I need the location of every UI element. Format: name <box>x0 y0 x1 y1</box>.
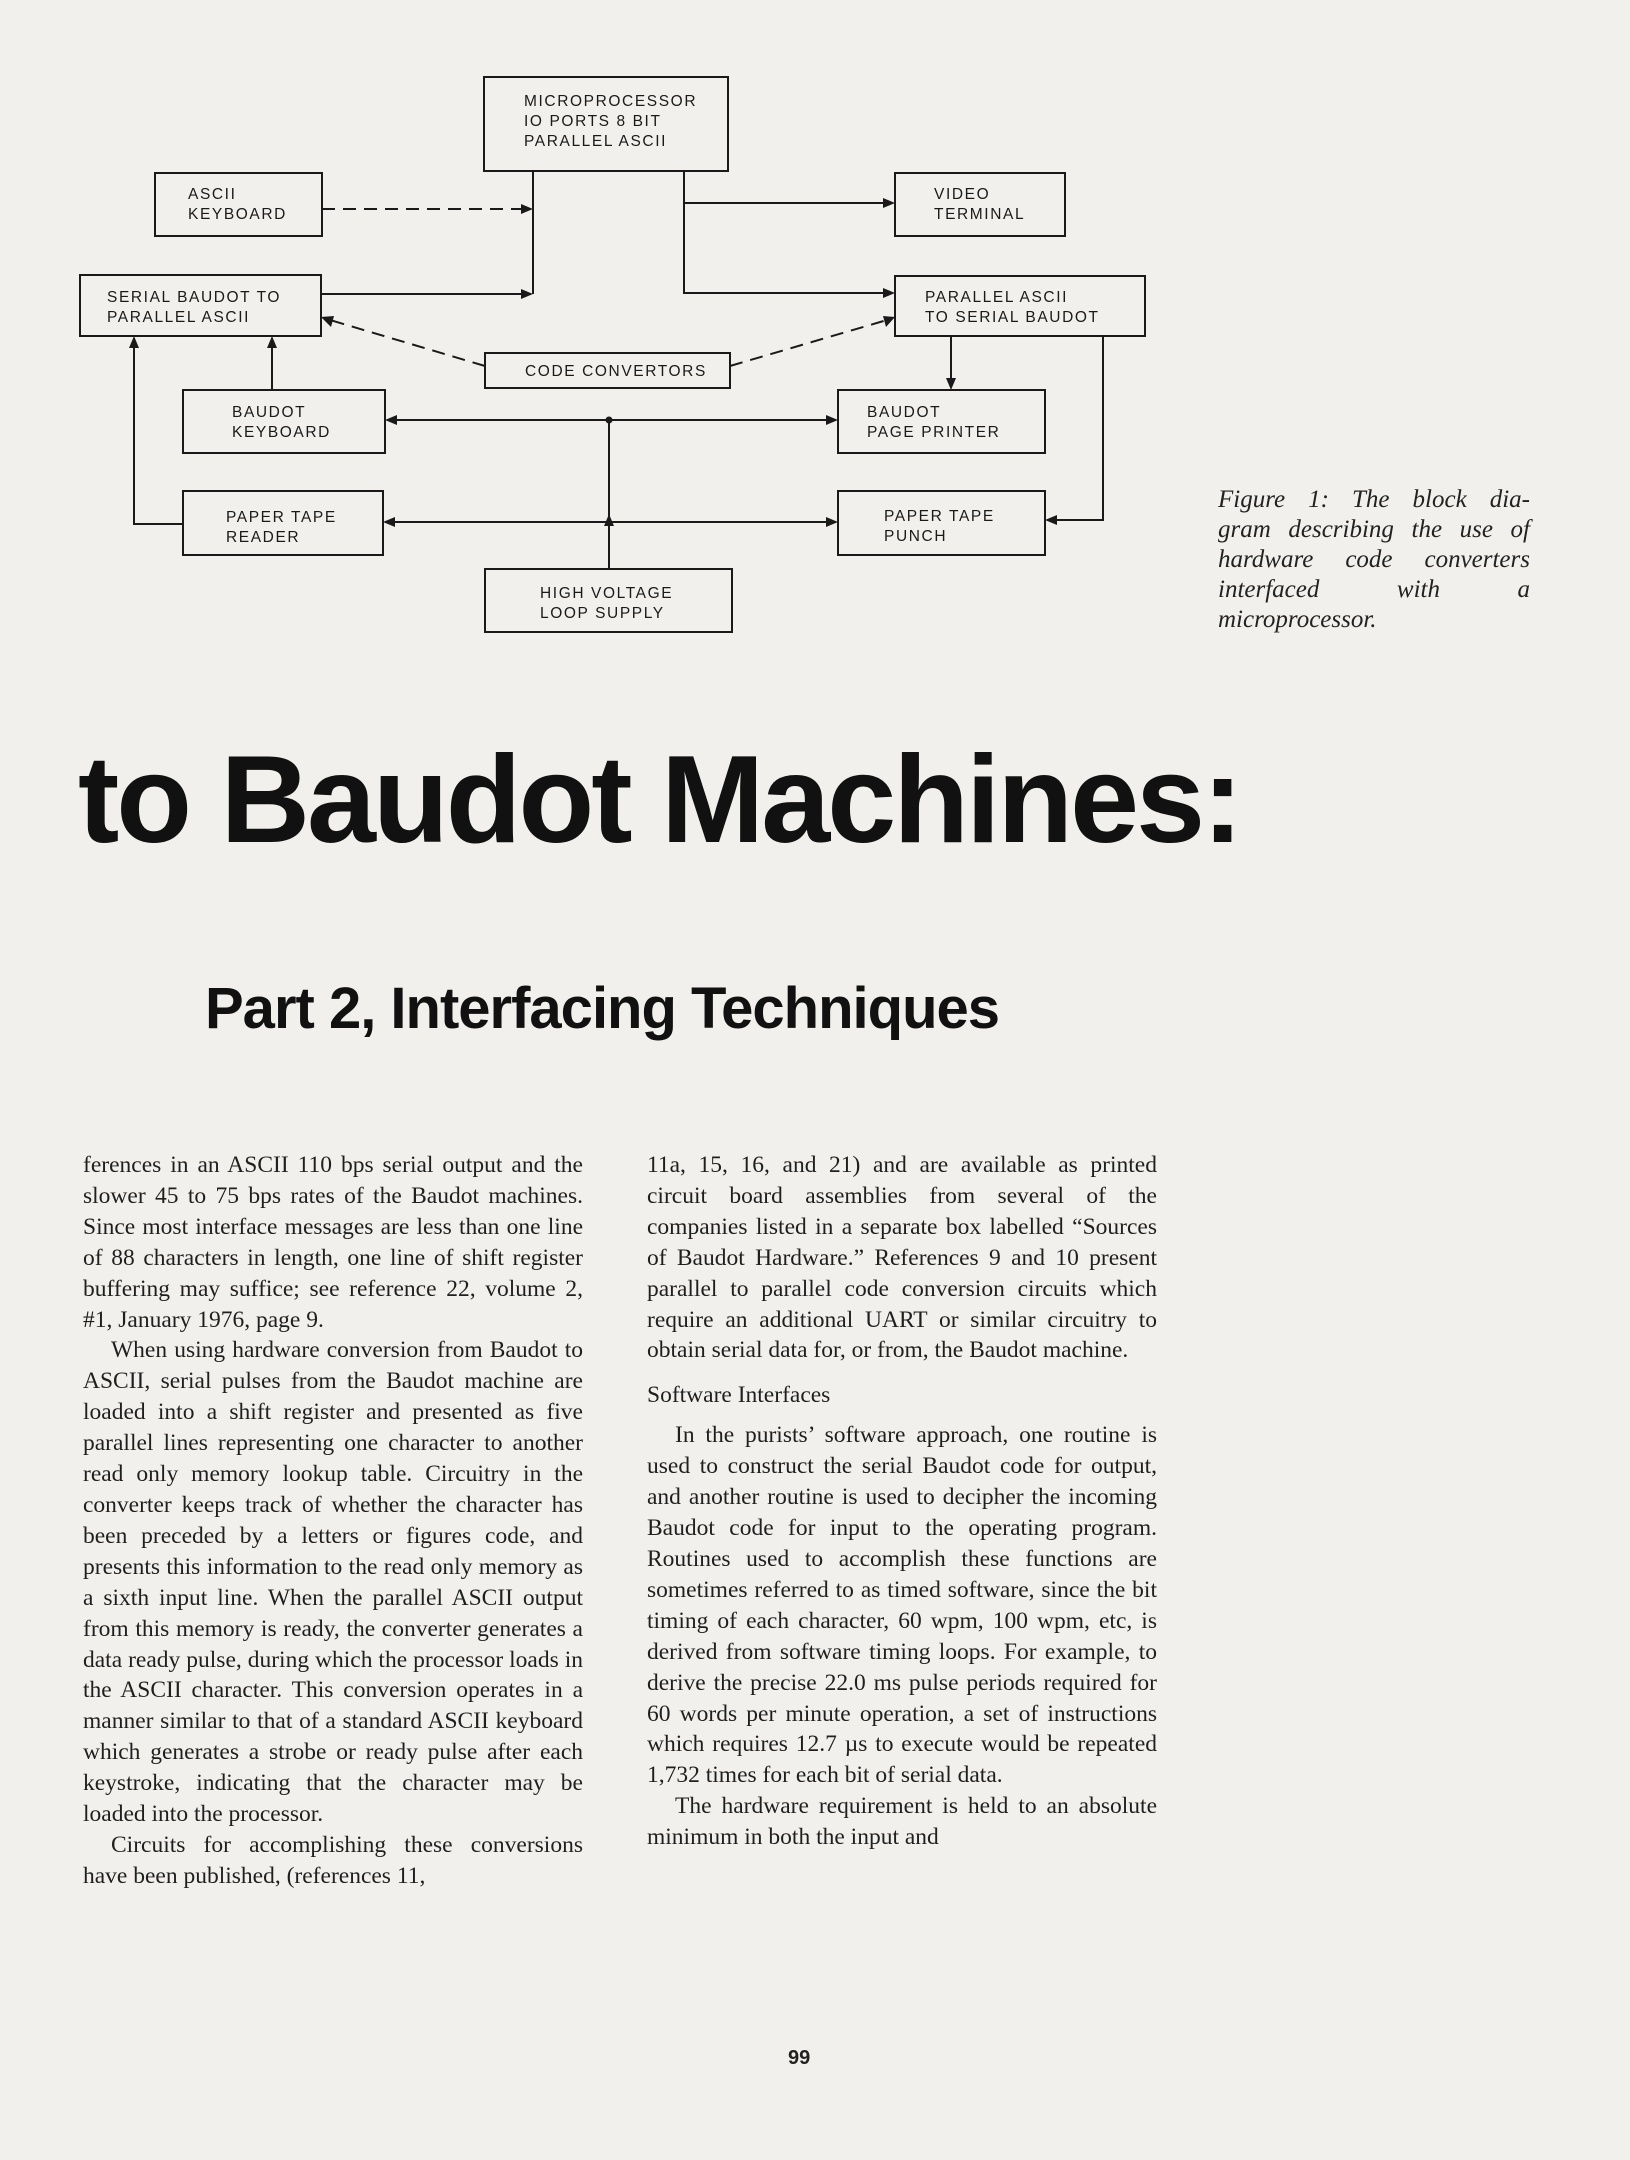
page-number: 99 <box>788 2047 811 2069</box>
block-paper-tape-punch <box>838 491 1045 555</box>
svg-text:BAUDOT: BAUDOT <box>232 404 307 421</box>
svg-text:TO SERIAL BAUDOT: TO SERIAL BAUDOT <box>925 309 1100 326</box>
block-microprocessor <box>484 77 728 171</box>
svg-text:PAPER TAPE: PAPER TAPE <box>226 509 337 526</box>
block-high-voltage-loop-supply <box>485 569 732 632</box>
svg-text:PUNCH: PUNCH <box>884 528 948 545</box>
svg-text:KEYBOARD: KEYBOARD <box>232 424 331 441</box>
paragraph: When using hardware conversion from Baudot to ASCII, serial pulses from the Baudot machine are loaded into a shift register and presented as five parallel lines representing one character to another read only memory lookup table. Circuitry in the converter keeps track of whether the character has been preceded by a letters or figures code, and presents this information to the read only memory as a sixth input line. When the parallel ASCII output from this memory is ready, the converter generates a data ready pulse, during which the processor loads in the ASCII character. This conversion operates in a manner similar to that of a standard ASCII keyboard which generates a strobe or ready pulse after each keystroke, indicating that the character may be loaded into the processor. <box>83 1337 583 1828</box>
svg-text:VIDEO: VIDEO <box>934 186 991 203</box>
block-baudot-page-printer <box>838 390 1045 453</box>
svg-text:PARALLEL ASCII: PARALLEL ASCII <box>107 309 251 326</box>
svg-text:HIGH VOLTAGE: HIGH VOLTAGE <box>540 585 674 602</box>
svg-text:IO PORTS 8 BIT: IO PORTS 8 BIT <box>524 113 662 130</box>
block-code-convertors <box>485 353 730 388</box>
svg-text:PAGE PRINTER: PAGE PRINTER <box>867 424 1001 441</box>
article-title: to Baudot Machines: <box>78 731 1241 869</box>
paragraph: ferences in an ASCII 110 bps serial output and the slower 45 to 75 bps rates of the Baudot machines. Since most interface messages are less than one line of 88 characters in length, one line of shift register buffering may suffice; see reference 22, volume 2, #1, January 1976, page 9. <box>83 1152 583 1333</box>
paragraph: Circuits for accomplishing these conversions have been published, (references 11, <box>83 1831 583 1889</box>
left-text-column <box>83 1150 583 1892</box>
block-ascii-keyboard <box>155 173 322 236</box>
svg-text:LOOP SUPPLY: LOOP SUPPLY <box>540 605 665 622</box>
article-subtitle: Part 2, Interfacing Techniques <box>205 976 1000 1041</box>
svg-text:PARALLEL ASCII: PARALLEL ASCII <box>925 289 1069 306</box>
figure-caption: Figure 1: The block dia- gram describing the use of hardware code converters interfaced with a microprocessor. <box>1218 486 1530 633</box>
svg-text:PAPER TAPE: PAPER TAPE <box>884 508 995 525</box>
paragraph: In the purists’ software approach, one routine is used to construct the serial Baudot code for output, and another routine is used to decipher the incoming Baudot code for input to the operating program. Routines used to accomplish these functions are sometimes referred to as timed software, since the bit timing of each character, 60 wpm, 100 wpm, etc, is derived from software timing loops. For example, to derive the precise 22.0 ms pulse periods required for 60 words per minute operation, a set of instructions which requires 12.7 µs to execute would be repeated 1,732 times for each bit of serial data. <box>647 1422 1157 1789</box>
block-baudot-keyboard <box>183 390 385 453</box>
svg-text:PARALLEL ASCII: PARALLEL ASCII <box>524 133 668 150</box>
block-paper-tape-reader <box>183 491 383 555</box>
svg-text:CODE CONVERTORS: CODE CONVERTORS <box>525 363 707 380</box>
paragraph: The hardware requirement is held to an absolute minimum in both the input and <box>647 1793 1157 1851</box>
paragraph: 11a, 15, 16, and 21) and are available as printed circuit board assemblies from several of the companies listed in a separate box labelled “Sources of Baudot Hardware.” References 9 and 10 present parallel to parallel code conversion circuits which require an additional UART or similar circuitry to obtain serial data for, or from, the Baudot machine. <box>647 1152 1157 1364</box>
svg-text:ASCII: ASCII <box>188 186 237 203</box>
right-text-column <box>647 1150 1157 1853</box>
svg-text:TERMINAL: TERMINAL <box>934 206 1026 223</box>
block-serial-baudot-to-parallel-ascii <box>80 275 321 336</box>
svg-text:READER: READER <box>226 529 301 546</box>
svg-text:KEYBOARD: KEYBOARD <box>188 206 287 223</box>
svg-text:MICROPROCESSOR: MICROPROCESSOR <box>524 93 698 110</box>
section-heading: Software Interfaces <box>647 1382 831 1409</box>
block-video-terminal <box>895 173 1065 236</box>
svg-text:SERIAL BAUDOT TO: SERIAL BAUDOT TO <box>107 289 282 306</box>
svg-text:BAUDOT: BAUDOT <box>867 404 942 421</box>
block-parallel-ascii-to-serial-baudot <box>895 276 1145 336</box>
